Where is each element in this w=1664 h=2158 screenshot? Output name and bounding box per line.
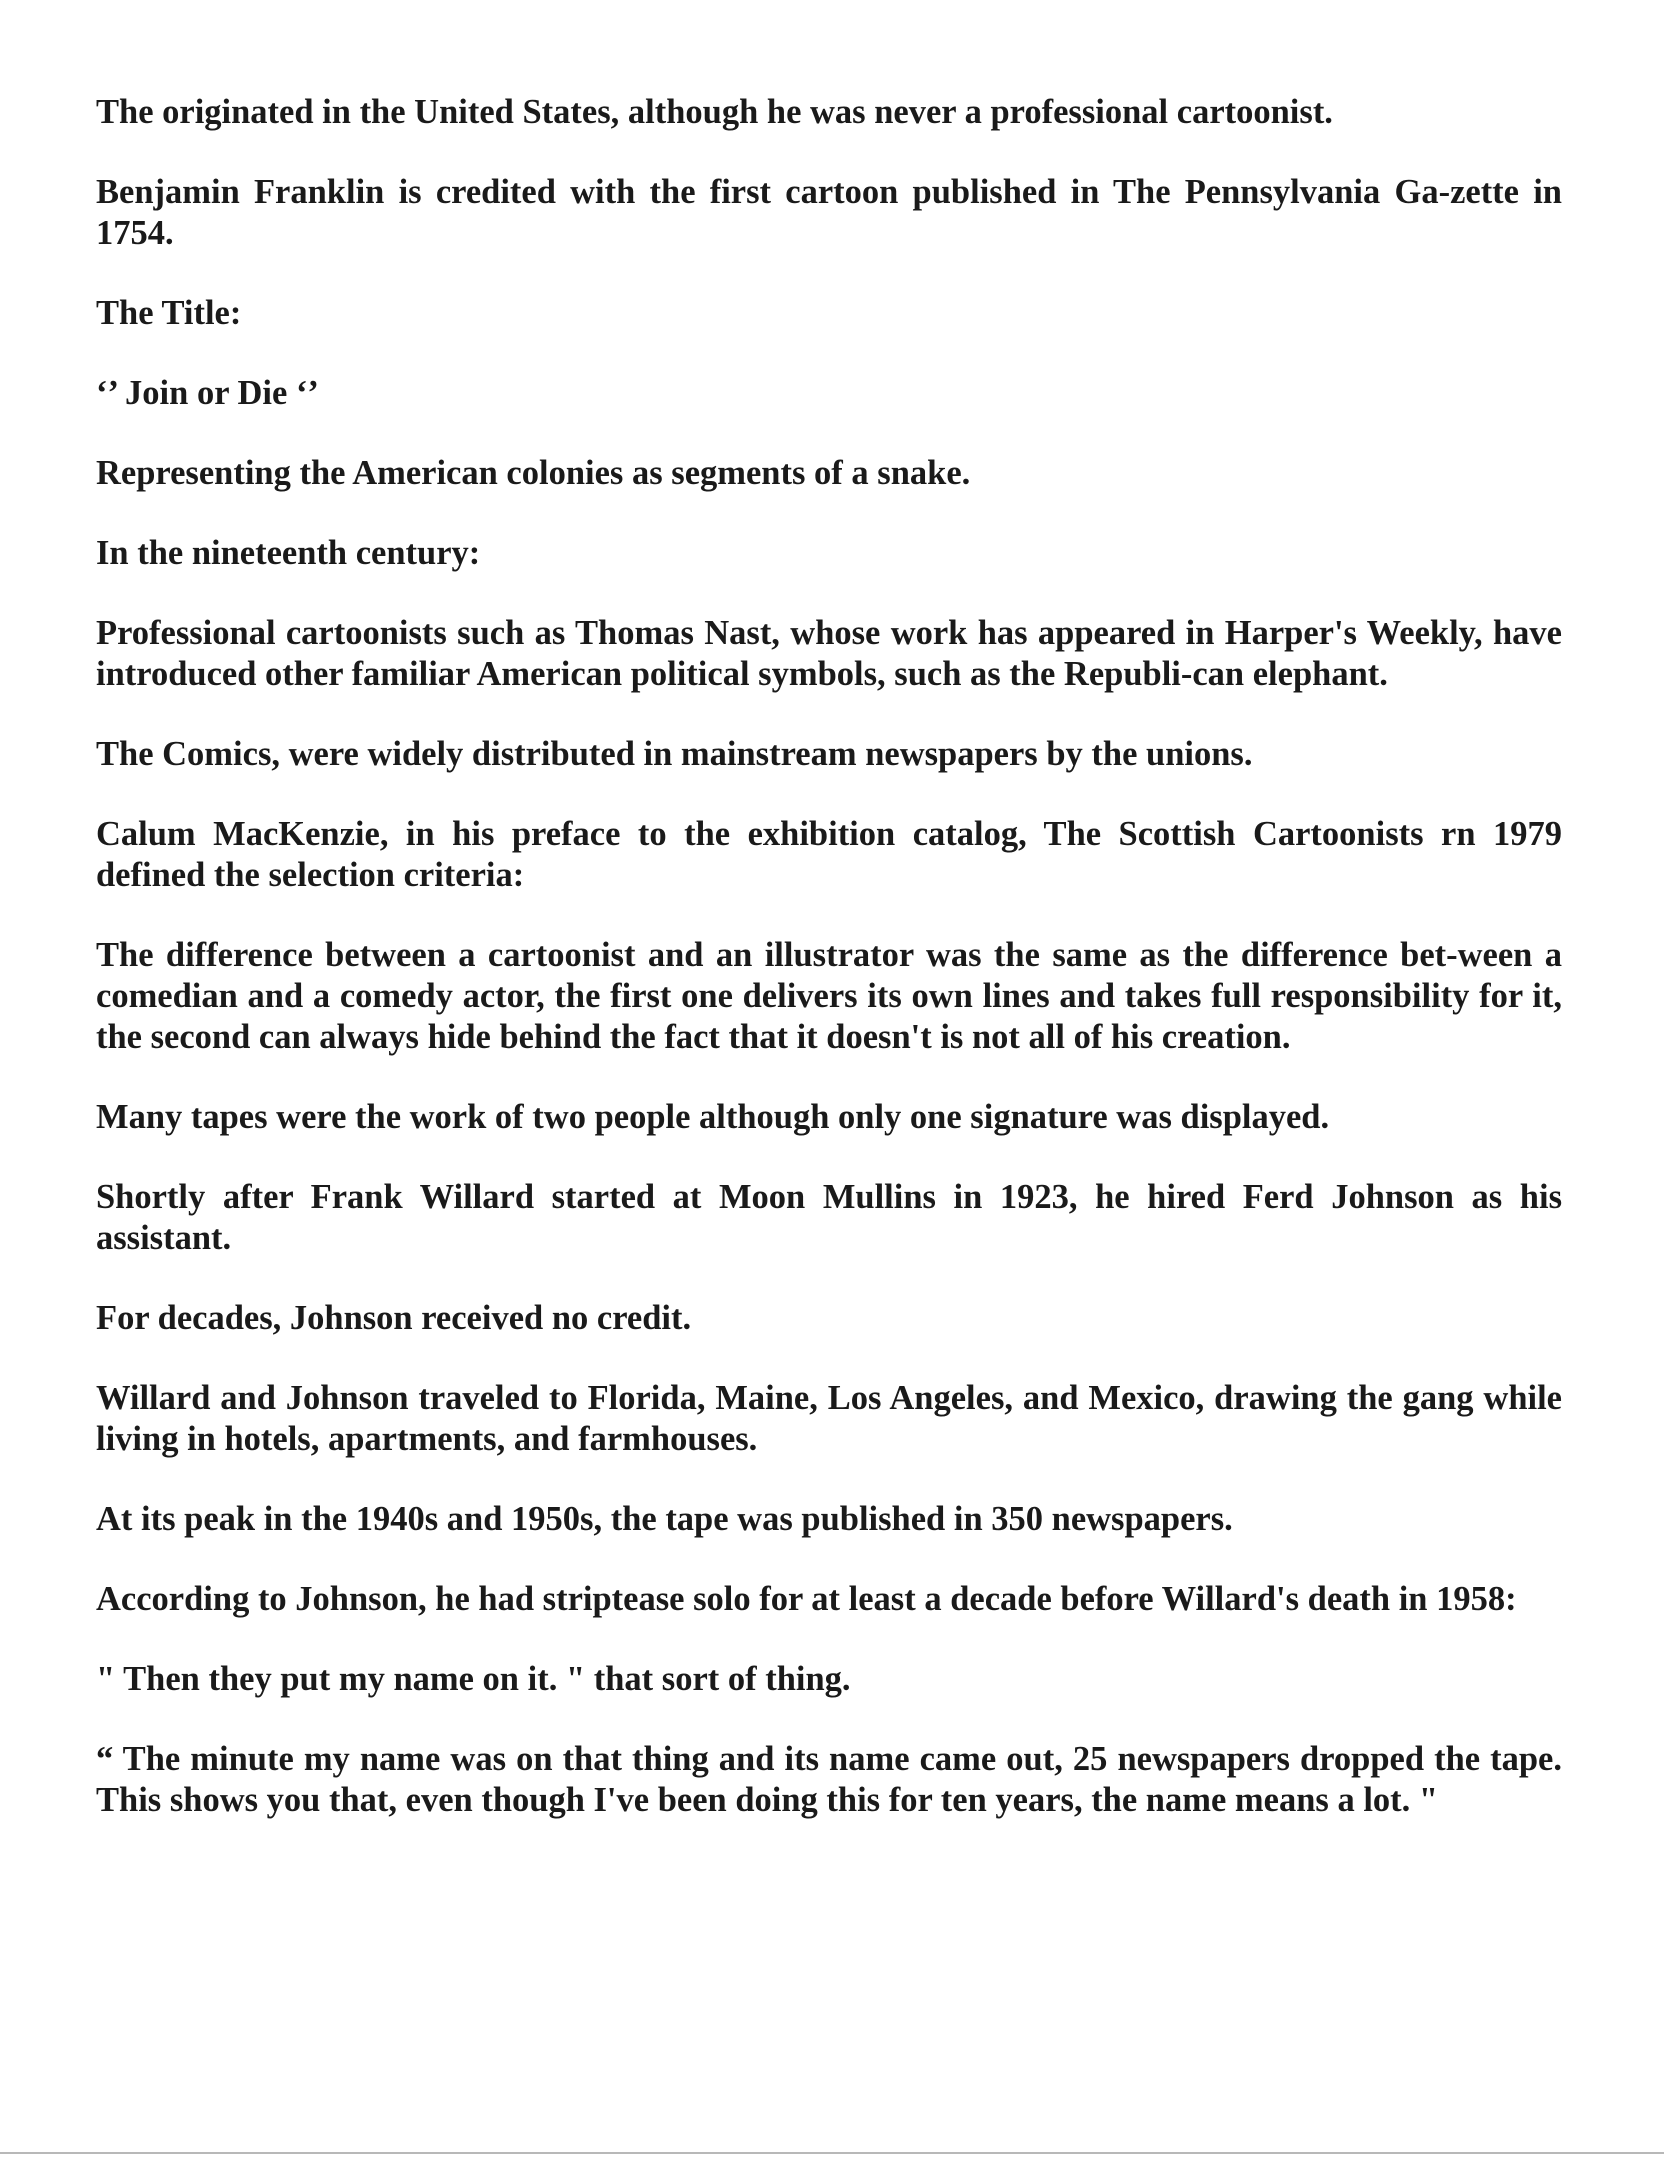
- paragraph-difference: The difference between a cartoonist and an illustrator was the same as the difference bet-ween a comedian and a comedy actor, the first one delivers its own lines and takes full responsibility for it, the second can always hide behind the fact that it doesn't is not all of his creation.: [96, 936, 1562, 1056]
- paragraph-nast: Professional cartoonists such as Thomas Nast, whose work has appeared in Harper's Weekly, have introduced other familiar American political symbols, such as the Republi-can elephant.: [96, 614, 1562, 693]
- paragraph-mackenzie: Calum MacKenzie, in his preface to the exhibition catalog, The Scottish Cartoonists rn 1979 defined the selection criteria:: [96, 815, 1562, 894]
- document-page: [96, 92, 1562, 1860]
- paragraph-title-label: The Title:: [96, 294, 242, 332]
- paragraph-quote-minute: “ The minute my name was on that thing and its name came out, 25 newspapers dropped the tape. This shows you that, even though I've been doing this for ten years, the name means a lot. ": [96, 1740, 1562, 1819]
- paragraph-franklin: Benjamin Franklin is credited with the first cartoon published in The Pennsylvania Ga-zette in 1754.: [96, 173, 1562, 252]
- paragraph-quote-name: " Then they put my name on it. " that sort of thing.: [96, 1660, 851, 1698]
- paragraph-comics: The Comics, were widely distributed in mainstream newspapers by the unions.: [96, 735, 1253, 773]
- paragraph-peak: At its peak in the 1940s and 1950s, the tape was published in 350 newspapers.: [96, 1500, 1233, 1538]
- paragraph-no-credit: For decades, Johnson received no credit.: [96, 1299, 692, 1337]
- paragraph-nineteenth-century: In the nineteenth century:: [96, 534, 481, 572]
- paragraph-travels: Willard and Johnson traveled to Florida, Maine, Los Angeles, and Mexico, drawing the gang while living in hotels, apartments, and farmhouses.: [96, 1379, 1562, 1458]
- paragraph-snake: Representing the American colonies as segments of a snake.: [96, 454, 971, 492]
- page-bottom-rule: [0, 2152, 1664, 2154]
- paragraph-willard-hired: Shortly after Frank Willard started at Moon Mullins in 1923, he hired Ferd Johnson as his assistant.: [96, 1178, 1562, 1257]
- paragraph-title-quote: ‘’ Join or Die ‘’: [96, 374, 319, 412]
- paragraph-origin: The originated in the United States, although he was never a professional cartoonist.: [96, 93, 1333, 131]
- paragraph-tapes: Many tapes were the work of two people although only one signature was displayed.: [96, 1098, 1330, 1136]
- paragraph-according: According to Johnson, he had striptease solo for at least a decade before Willard's death in 1958:: [96, 1580, 1517, 1618]
